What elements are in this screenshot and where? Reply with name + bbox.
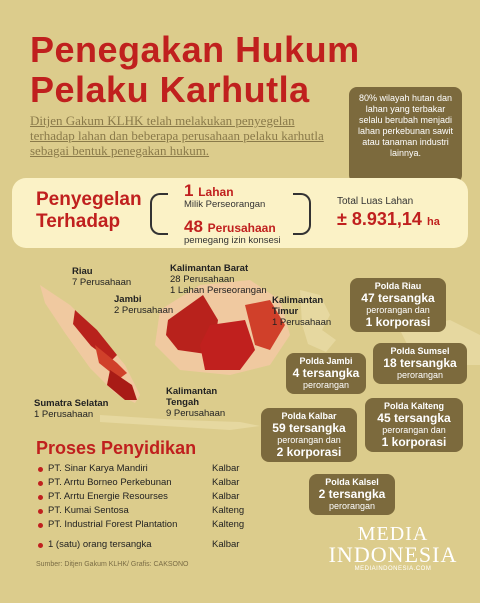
label-kalteng-name-2: Tengah [166, 397, 200, 408]
perusahaan-count [184, 217, 276, 237]
label-jambi-name: Jambi [114, 294, 142, 305]
polda-kalbar-korporasi: 2 korporasi [276, 445, 342, 459]
logo-website: MEDIAINDONESIA.COM [354, 566, 432, 572]
title-line-2: Pelaku Karhutla [30, 69, 310, 110]
polda-kalsel-box [309, 474, 395, 515]
lahan-number: 1 [184, 181, 194, 200]
penyegelan-label-line-1: Penyegelan [36, 189, 142, 210]
label-riau-name: Riau [72, 266, 93, 277]
note-box: 80% wilayah hutan dan lahan yang terbakar selalu berubah menjadi lahan perkebunan sawit atau tanaman industri lainnya. [349, 87, 462, 183]
list-item [38, 490, 258, 504]
proses-title: Proses Penyidikan [36, 438, 197, 458]
polda-kalsel-count: 2 tersangka [318, 487, 386, 501]
polda-sumsel-count: 18 tersangka [383, 356, 457, 370]
polda-sumsel-name: Polda Sumsel [390, 346, 450, 356]
company-name: PT. Arrtu Energie Resourses [48, 491, 168, 502]
bullet-dot [38, 509, 43, 514]
label-kalteng-detail: 9 Perusahaan [166, 408, 226, 419]
right-bracket [293, 193, 311, 235]
company-name: PT. Kumai Sentosa [48, 505, 129, 516]
title-line-1: Penegakan Hukum [30, 29, 360, 70]
polda-kalbar-desc: perorangan dan [277, 435, 341, 445]
bullet-dot [38, 467, 43, 472]
logo-line-1: MEDIA [357, 523, 429, 545]
label-sumsel [34, 398, 108, 420]
polda-riau-name: Polda Riau [374, 281, 422, 291]
polda-riau-desc: perorangan dan [366, 305, 430, 315]
label-sumsel-detail: 1 Perusahaan [34, 409, 94, 420]
suspect-region: Kalbar [212, 539, 240, 550]
company-region: Kalbar [212, 463, 240, 474]
bullet-dot [38, 495, 43, 500]
total-area-label: Total Luas Lahan [337, 196, 414, 207]
polda-kalbar-count: 59 tersangka [272, 421, 346, 435]
label-riau-detail: 7 Perusahaan [72, 277, 132, 288]
perusahaan-unit: Perusahaan [207, 221, 276, 235]
polda-kalbar-name: Polda Kalbar [281, 411, 337, 421]
logo-line-2: INDONESIA [328, 542, 458, 567]
label-kaltim-name-2: Timur [272, 306, 299, 317]
perusahaan-subtitle: pemegang izin konsesi [184, 235, 281, 246]
polda-riau-count: 47 tersangka [361, 291, 435, 305]
company-region: Kalbar [212, 477, 240, 488]
intro-text: Ditjen Gakum KLHK telah melakukan penyegelan terhadap lahan dan beberapa perusahaan pelaku karhutla sebagai bentuk penegakan hukum. [30, 113, 324, 158]
polda-jambi-box [286, 353, 366, 394]
media-indonesia-logo [318, 524, 468, 572]
polda-kalteng-korporasi: 1 korporasi [381, 435, 447, 449]
company-region: Kalbar [212, 491, 240, 502]
company-name: PT. Industrial Forest Plantation [48, 519, 178, 530]
label-kalbar-name: Kalimantan Barat [170, 263, 249, 274]
polda-jambi-count: 4 tersangka [292, 366, 360, 380]
label-kalbar-detail-1: 28 Perusahaan [170, 274, 235, 285]
source-credit: Sumber: Ditjen Gakum KLHK/ Grafis: CAKSONO [36, 561, 189, 568]
list-item [38, 476, 258, 490]
label-sumsel-name: Sumatra Selatan [34, 398, 109, 409]
label-kaltim [272, 295, 331, 328]
list-item [38, 518, 258, 532]
bullet-dot [38, 523, 43, 528]
lahan-subtitle: Milik Perseorangan [184, 199, 266, 210]
label-jambi [114, 294, 173, 316]
polda-riau-korporasi: 1 korporasi [365, 315, 431, 329]
proses-list [38, 462, 258, 552]
polda-jambi-name: Polda Jambi [299, 356, 353, 366]
total-area-value [337, 209, 440, 230]
list-item [38, 462, 258, 476]
total-area-unit: ha [426, 216, 440, 228]
lahan-count [184, 181, 234, 201]
perusahaan-number: 48 [184, 217, 203, 236]
polda-kalteng-count: 45 tersangka [377, 411, 451, 425]
polda-sumsel-desc: perorangan [396, 370, 444, 380]
penyegelan-label [36, 189, 142, 233]
polda-riau-box [350, 278, 446, 332]
company-name: PT. Arrtu Borneo Perkebunan [48, 477, 172, 488]
label-kaltim-detail: 1 Perusahaan [272, 317, 332, 328]
list-item [38, 504, 258, 518]
label-kalteng [166, 386, 225, 419]
polda-kalteng-name: Polda Kalteng [383, 401, 444, 411]
polda-kalsel-desc: perorangan [328, 501, 376, 511]
penyegelan-label-line-2: Terhadap [36, 211, 121, 232]
label-riau [72, 266, 131, 288]
lahan-unit: Lahan [198, 185, 234, 199]
polda-jambi-desc: perorangan [302, 380, 350, 390]
polda-kalteng-box [365, 398, 463, 452]
company-region: Kalteng [212, 519, 245, 530]
polda-kalteng-desc: perorangan dan [382, 425, 446, 435]
bullet-dot [38, 543, 43, 548]
label-kalbar-detail-2: 1 Lahan Perseorangan [170, 285, 267, 296]
left-bracket [150, 193, 168, 235]
bullet-dot [38, 481, 43, 486]
label-kaltim-name-1: Kalimantan [272, 295, 324, 306]
label-jambi-detail: 2 Perusahaan [114, 305, 174, 316]
total-area-number: ± 8.931,14 [337, 209, 422, 229]
company-region: Kalteng [212, 505, 245, 516]
list-item [38, 538, 258, 552]
suspect-text: 1 (satu) orang tersangka [48, 539, 152, 550]
polda-kalsel-name: Polda Kalsel [325, 477, 379, 487]
polda-sumsel-box [373, 343, 467, 384]
label-kalteng-name-1: Kalimantan [166, 386, 218, 397]
polda-kalbar-box [261, 408, 357, 462]
label-kalbar [170, 263, 267, 296]
company-name: PT. Sinar Karya Mandiri [48, 463, 148, 474]
